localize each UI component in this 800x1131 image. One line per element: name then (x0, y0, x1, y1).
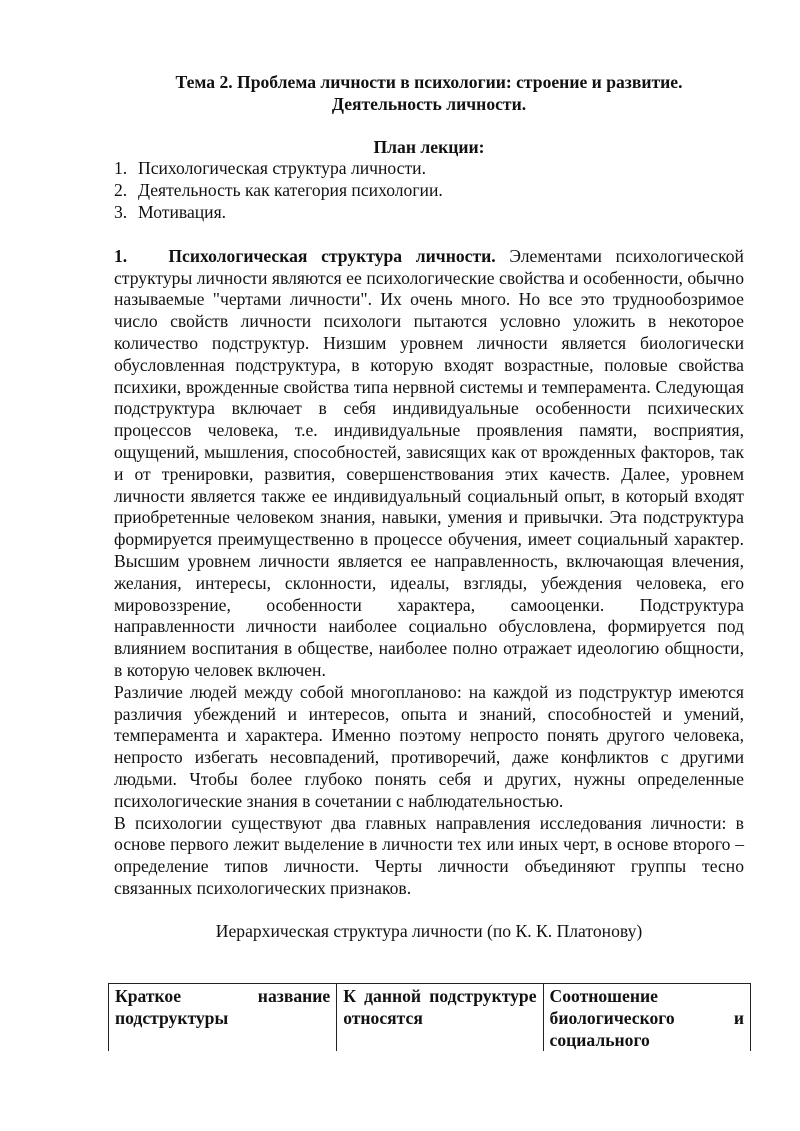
plan-item-text: Мотивация. (138, 201, 227, 222)
table-header-cell: Соотношение биологического и социального (543, 984, 750, 1052)
plan-item (114, 180, 744, 202)
plan-heading: План лекции: (373, 136, 485, 157)
plan-item (114, 202, 744, 224)
table-header-cell: К данной подструктуре относятся (337, 984, 543, 1052)
plan-item-text: Деятельность как категория психологии. (138, 180, 443, 201)
title-line-1: Тема 2. Проблема личности в психологии: строение и развитие. (175, 72, 683, 92)
section-1-paragraph-2: Различие людей между собой многопланово: на каждой из подструктур имеются различия убеждений и интересов, опыта и знаний, способностей и умений, темперамента и характера. Именно поэтому непросто понять другого человека, непросто избегать несовпадений, противоречий, даже конфликтов с другими людьми. Чтобы более глубоко понять себя и других, нужны определенные психологические знания в сочетании с наблюдательностью. (114, 681, 744, 811)
table-header-row (109, 984, 751, 1052)
section-1 (114, 246, 744, 900)
plan-item-number: 2. (114, 180, 128, 201)
section-1-number: 1. (114, 245, 128, 266)
plan-list (114, 158, 744, 223)
table-header-cell: Краткое название подструктуры (109, 984, 337, 1052)
section-1-text: Элементами психологической структуры личности являются ее психологические свойства и особенности, обычно называемые "чертами личности". Их очень много. Но все это труднообозримое число свойств личности психологи пытаются условно уложить в некоторое количество подструктур. Низшим уровнем личности является биологически обусловленная подструктура, в которую входят возрастные, половые свойства психики, врожденные свойства типа нервной системы и темперамента. Следующая подструктура включает в себя индивидуальные особенности психических процессов человека, т.е. индивидуальные проявления памяти, восприятия, ощущений, мышления, способностей, зависящих как от врожденных факторов, так и от тренировки, развития, совершенствования этих качеств. Далее, уровнем личности является также ее индивидуальный социальный опыт, в который входят приобретенные человеком знания, навыки, умения и привычки. Эта подструктура формируется преимущественно в процессе обучения, имеет социальный характер. Высшим уровнем личности является ее направленность, включающая влечения, желания, интересы, склонности, идеалы, взгляды, убеждения человека, его мировоззрение, особенности характера, самооценки. Подструктура направленности личности наиболее социально обусловлена, формируется под влиянием воспитания в обществе, наиболее полно отражает идеологию общности, в которую человек включен. (114, 245, 744, 680)
section-1-paragraph-3: В психологии существуют два главных направления исследования личности: в основе первого лежит выделение в личности тех или иных черт, в основе второго – определение типов личности. Черты личности объединяют группы тесно связанных психологических признаков. (114, 812, 744, 898)
plan-item-number: 1. (114, 158, 128, 179)
structure-table (108, 983, 751, 1051)
table-caption: Иерархическая структура личности (по К. К. Платонову) (215, 920, 643, 941)
title-line-2: Деятельность личности. (331, 93, 527, 114)
section-1-heading: Психологическая структура личности. (168, 245, 496, 266)
plan-item-number: 3. (114, 201, 128, 222)
plan-item-text: Психологическая структура личности. (138, 158, 426, 179)
plan-item (114, 158, 744, 180)
document-page (114, 72, 744, 942)
section-1-paragraph-1 (114, 246, 744, 682)
document-title (114, 72, 744, 116)
